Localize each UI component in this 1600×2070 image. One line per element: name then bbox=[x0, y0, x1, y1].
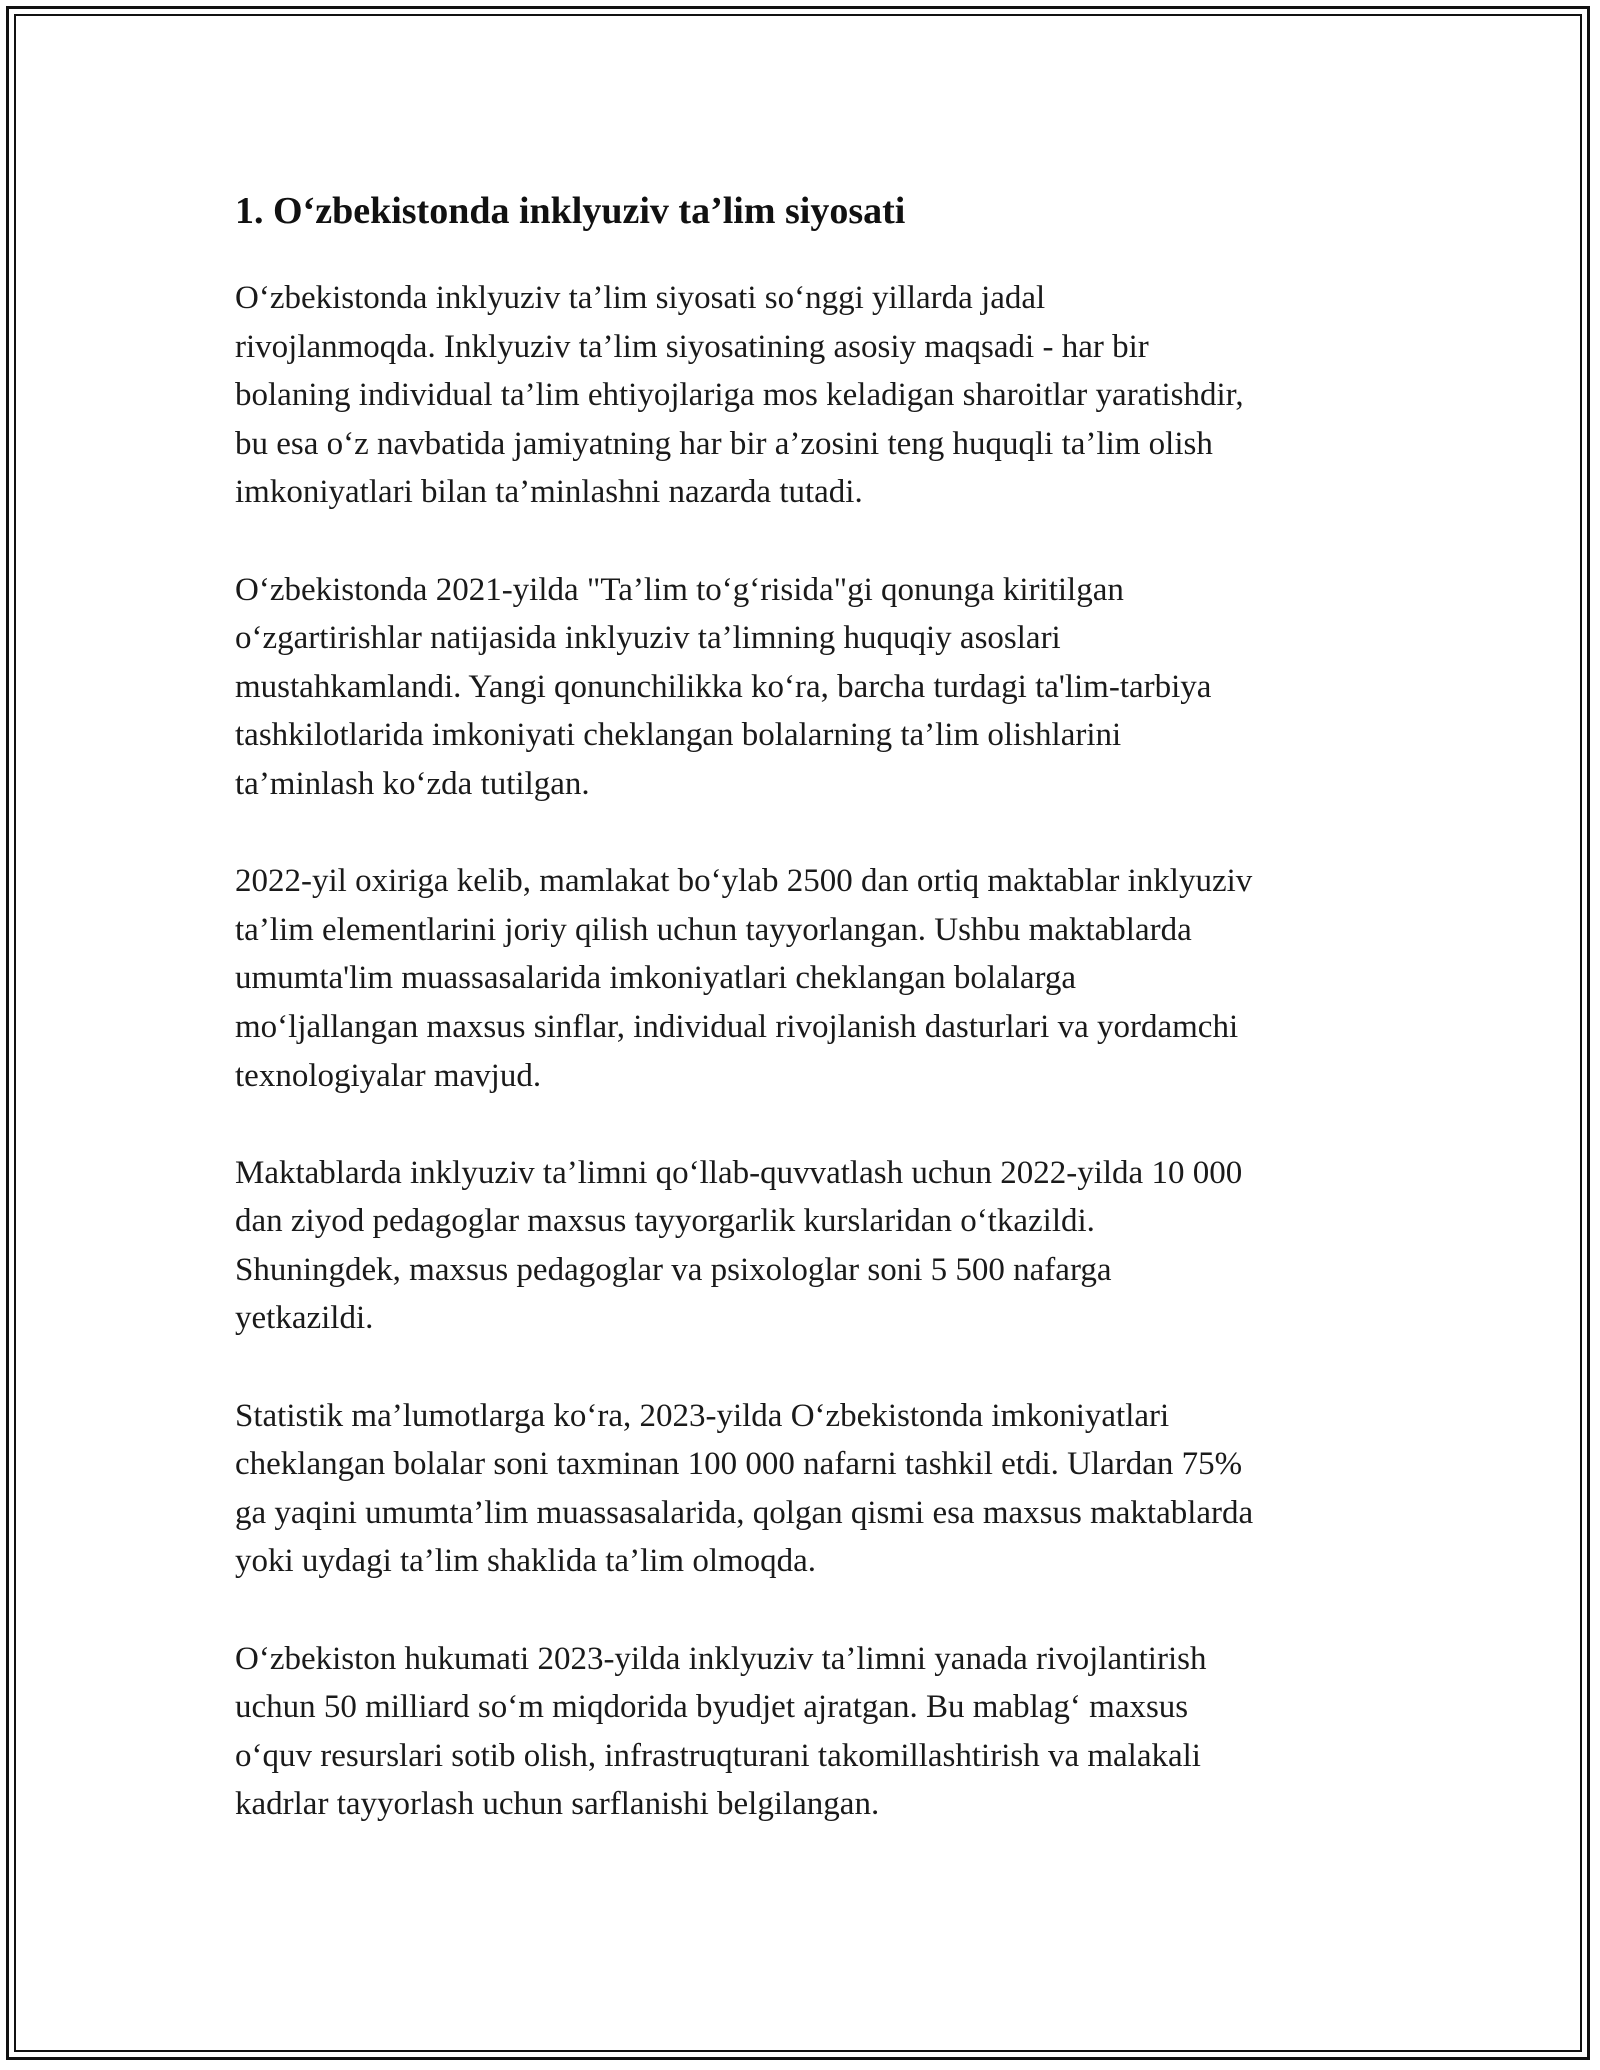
text-line: tashkilotlarida imkoniyati cheklangan bolalarning ta’lim olishlarini bbox=[235, 717, 1122, 754]
text-line: Statistik ma’lumotlarga ko‘ra, 2023-yilda O‘zbekistonda imkoniyatlari bbox=[235, 1397, 1170, 1434]
text-line: ta’minlash ko‘zda tutilgan. bbox=[235, 765, 590, 802]
text-line: texnologiyalar mavjud. bbox=[235, 1057, 542, 1094]
text-line: ga yaqini umumta’lim muassasalarida, qolgan qismi esa maxsus maktablarda bbox=[235, 1494, 1254, 1531]
section-title: 1. O‘zbekistonda inklyuziv ta’lim siyosati bbox=[235, 190, 906, 232]
paragraph-4 bbox=[235, 1149, 1385, 1343]
paragraph-6 bbox=[235, 1635, 1385, 1829]
text-line: imkoniyatlari bilan ta’minlashni nazarda tutadi. bbox=[235, 474, 863, 511]
text-line: Shuningdek, maxsus pedagoglar va psixologlar soni 5 500 nafarga bbox=[235, 1251, 1112, 1288]
text-line: uchun 50 milliard so‘m miqdorida byudjet ajratgan. Bu mablag‘ maxsus bbox=[235, 1689, 1189, 1726]
text-line: O‘zbekistonda 2021-yilda "Ta’lim to‘g‘risida"gi qonunga kiritilgan bbox=[235, 571, 1124, 608]
text-line: bu esa o‘z navbatida jamiyatning har bir a’zosini teng huquqli ta’lim olish bbox=[235, 425, 1213, 462]
text-line: mo‘ljallangan maxsus sinflar, individual rivojlanish dasturlari va yordamchi bbox=[235, 1008, 1239, 1045]
text-line: mustahkamlandi. Yangi qonunchilikka ko‘ra, barcha turdagi ta'lim-tarbiya bbox=[235, 668, 1212, 705]
text-line: dan ziyod pedagoglar maxsus tayyorgarlik kurslaridan o‘tkazildi. bbox=[235, 1203, 1095, 1240]
text-line: cheklangan bolalar soni taxminan 100 000 nafarni tashkil etdi. Ulardan 75% bbox=[235, 1446, 1243, 1483]
text-line: bolaning individual ta’lim ehtiyojlariga mos keladigan sharoitlar yaratishdir, bbox=[235, 377, 1244, 414]
text-line: yoki uydagi ta’lim shaklida ta’lim olmoqda. bbox=[235, 1543, 817, 1580]
paragraph-3 bbox=[235, 857, 1385, 1100]
text-line: umumta'lim muassasalarida imkoniyatlari cheklangan bolalarga bbox=[235, 960, 1077, 997]
text-line: Maktablarda inklyuziv ta’limni qo‘llab-quvvatlash uchun 2022-yilda 10 000 bbox=[235, 1154, 1243, 1191]
text-line: 2022-yil oxiriga kelib, mamlakat bo‘ylab 2500 dan ortiq maktablar inklyuziv bbox=[235, 863, 1253, 900]
text-line: O‘zbekistonda inklyuziv ta’lim siyosati so‘nggi yillarda jadal bbox=[235, 280, 1046, 316]
text-line: o‘quv resurslari sotib olish, infrastruqturani takomillashtirish va malakali bbox=[235, 1737, 1201, 1774]
text-line: o‘zgartirishlar natijasida inklyuziv ta’limning huquqiy asoslari bbox=[235, 620, 1061, 657]
paragraph-2 bbox=[235, 566, 1385, 809]
text-line: yetkazildi. bbox=[235, 1300, 374, 1337]
text-line: ta’lim elementlarini joriy qilish uchun tayyorlangan. Ushbu maktablarda bbox=[235, 911, 1192, 948]
text-line: O‘zbekiston hukumati 2023-yilda inklyuziv ta’limni yanada rivojlantirish bbox=[235, 1640, 1207, 1677]
text-line: kadrlar tayyorlash uchun sarflanishi belgilangan. bbox=[235, 1786, 880, 1823]
text-line: rivojlanmoqda. Inklyuziv ta’lim siyosatining asosiy maqsadi - har bir bbox=[235, 328, 1149, 365]
paragraph-5 bbox=[235, 1392, 1385, 1586]
document-body bbox=[235, 186, 1385, 1878]
paragraph-1 bbox=[235, 274, 1385, 517]
